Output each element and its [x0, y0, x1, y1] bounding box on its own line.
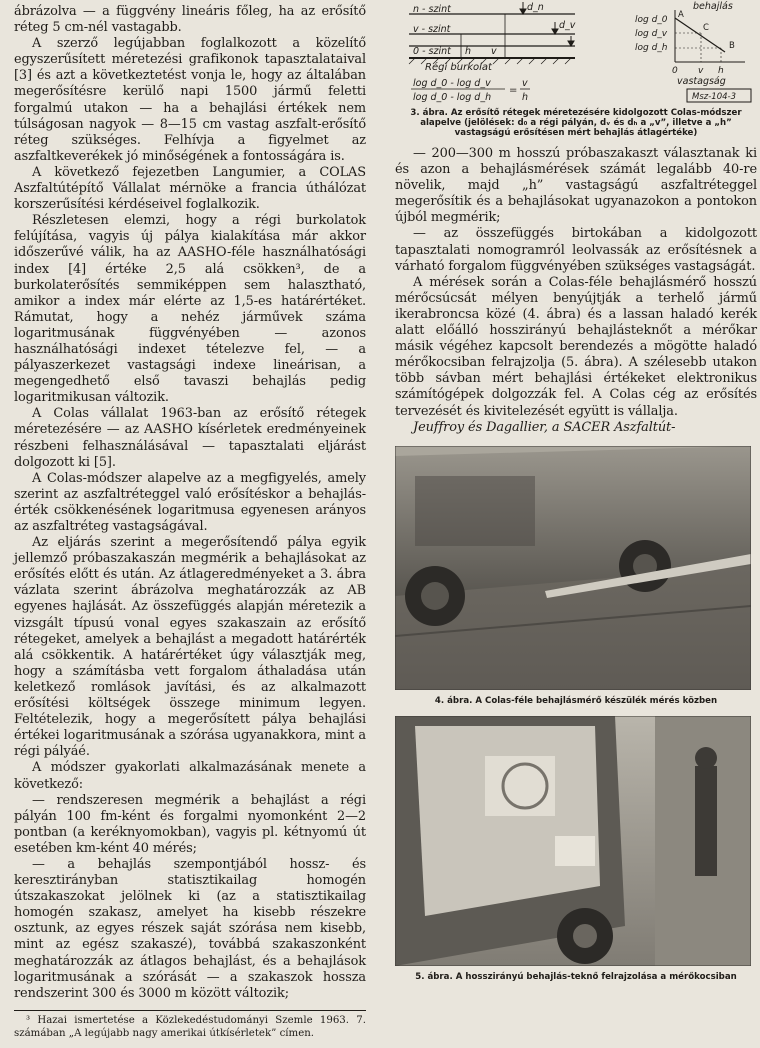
- paragraph: A következő fejezetben Langumier, a COLAS Aszfaltútépítő Vállalat mérnöke a francia úthálózat korszerűsítési kérdéseivel foglalkozik.: [14, 164, 366, 213]
- v-level-label: v - szint: [413, 24, 451, 35]
- paragraph: Jeuffroy és Dagallier, a SACER Aszfaltút-: [413, 419, 676, 435]
- deflection-axis-label: behajlás: [693, 1, 733, 12]
- line-ab: [675, 18, 725, 52]
- old-pavement-label: Régi burkolat: [425, 62, 492, 73]
- paragraph: — az összefüggés birtokában a kidolgozott tapasztalati nomogramról leolvassák az erősítésnek a várható forgalom függvényében szükséges vastagságát.: [395, 226, 757, 274]
- figure-3-diagram: [395, 0, 757, 104]
- log-dv-label: log d_v: [635, 29, 668, 39]
- dn-label: d_n: [527, 2, 544, 13]
- paragraph: A módszer gyakorlati alkalmazásának menete a következő:: [14, 760, 366, 792]
- formula-numerator: log d_0 - log d_v: [413, 78, 491, 89]
- formula-denominator: log d_0 - log d_h: [413, 92, 492, 103]
- paragraph: — rendszeresen megmérik a behajlást a régi pályán 100 fm-ként és forgalmi nyomonként 2—2 pontban (a keréknyomokban), vagyis pl. kétnyomú út esetében km-ként 40 mérés;: [14, 792, 366, 856]
- point-b-label: B: [729, 41, 735, 51]
- formula-rhs-denominator: h: [522, 92, 529, 103]
- point-c-label: C: [703, 23, 709, 33]
- figure-3-caption: 3. ábra. Az erősítő rétegek méretezésére kidolgozott Colas-módszer alapelve (jelölések: d₀ a régi pályán, dᵥ és dₕ a „v”, illetve a „h” vastagságú erősítésen mért behajlás átlagértéke): [410, 108, 742, 138]
- paragraph: A mérések során a Colas-féle behajlásmérő hosszú mérőcsúcsát mélyen benyújtják a terhelő jármű ikerabroncsa közé (4. ábra) és a lassan haladó kerék alatt előálló hosszirányú behajlásteknőt a mérőkar másik végéhez kapcsolt berendezés a mögötte haladó mérőkocsiban felrajzolja (5. ábra). A szélesebb utakon több sávban mért behajlási értékeket elektronikus számítógépek dolgozzák fel. A Colas cég az erősítés tervezését és kivitelezését együtt is vállalja.: [395, 274, 757, 419]
- paragraph: A Colas vállalat 1963-ban az erősítő rétegek méretezésére — az AASHO kísérletek eredményeinek részbeni felhasználásával — tapasztalati eljárást dolgozott ki [5].: [14, 406, 366, 470]
- figure-5-photo: [395, 716, 751, 966]
- formula-rhs-numerator: v: [522, 78, 528, 89]
- paragraph: ábrázolva — a függvény lineáris főleg, ha az erősítő réteg 5 cm-nél vastagabb.: [14, 4, 366, 36]
- figure-4-caption: 4. ábra. A Colas-féle behajlásmérő készülék mérés közben: [434, 695, 718, 706]
- footnote: ³ Hazai ismertetése a Közlekedéstudományi Szemle 1963. 7. számában „A legújabb nagy amerikai útkísérletek” címen.: [14, 1010, 366, 1040]
- o-level-label: 0 - szint: [413, 46, 451, 57]
- h-label: h: [465, 46, 472, 57]
- axis-zero-label: 0: [672, 66, 678, 76]
- axis-h-label: h: [718, 66, 724, 76]
- equals-sign: =: [509, 85, 518, 96]
- paragraph: — 200—300 m hosszú próbaszakaszt választanak ki és azon a behajlásmérések számát legalább 40-re növelik, majd „h” vastagságú aszfaltréteggel megerősítik és a behajlásokat ugyanazokon a pontokon újból megmérik;: [395, 146, 757, 226]
- dv-label: d_v: [559, 20, 576, 31]
- axis-v-label: v: [698, 66, 704, 76]
- figure-code: Msz-104-3: [692, 92, 736, 102]
- paragraph: A Colas-módszer alapelve az a megfigyelés, amely szerint az aszfaltréteggel való erősítéskor a behajlás-érték csökkenésének logaritmusa egyenesen arányos az aszfaltréteg vastagságával.: [14, 470, 366, 534]
- v-label: v: [491, 46, 497, 57]
- log-do-label: log d_0: [635, 15, 668, 25]
- paragraph: Részletesen elemzi, hogy a régi burkolatok felújítása, vagyis új pálya kialakítása már akkor időszerűvé válik, ha az AASHO-féle használhatósági index [4] értéke 2,5 alá csökken³, de a burkolaterősítés semmiképpen sem halasztható, amikor a index már elérte az 1,5-es határértéket. Rámutat, hogy a nehéz járművek száma logaritmusának függvényében — azonos használhatósági indexet tételezve fel, — a pályaszerkezet vastagsági indexe lineárisan, a megengedhető első tavaszi behajlás pedig logaritmikusan változik.: [14, 213, 366, 406]
- thickness-axis-label: vastagság: [677, 76, 726, 87]
- paragraph: Az eljárás szerint a megerősítendő pálya egyik jellemző próbaszakaszán megmérik a behajlásokat az erősítés előtt és után. Az átlageredményeket a 3. ábra vázlata szerint ábrázolva meghatározzák az AB egyenes hajlását. Az összefüggés alapján méretezik a vizsgált típusú vonal egyes szakaszain az erősítő rétegeket, amelyek a behajlást a megadott határérték alá csökkentik. A határértéket úgy választják meg, hogy a számításba vett forgalom áthaladása után keletkező romlások javítási, és az alkalmazott erősítési költségek összege minimum legyen. Feltételezik, hogy a megerősített pálya behajlási értékei logaritmusának a szórása ugyanakkora, mint a régi pályáé.: [14, 535, 366, 760]
- paragraph: A szerző legújabban foglalkozott a közelítő egyszerűsített méretezési grafikonok tapasztalataival [3] és azt a következtetést vonja le, hogy az általában megerősítésre kerülő napi 1500 jármű feletti forgalmú utakon — ha a behajlási értékek nem túlságosan nagyok — 8—15 cm vastag aszfalt-erősítő réteg szükséges. Felhívja a figyelmet az aszfaltkeverékek jó minőségének a fontosságára is.: [14, 36, 366, 164]
- n-level-label: n - szint: [413, 4, 451, 15]
- right-column: [395, 0, 757, 982]
- figure-4-photo: [395, 446, 751, 690]
- log-dh-label: log d_h: [635, 43, 668, 53]
- point-a-label: A: [678, 10, 684, 20]
- figure-5-caption: 5. ábra. A hosszirányú behajlás-teknő felrajzolása a mérőkocsiban: [415, 971, 737, 982]
- paragraph: — a behajlás szempontjából hossz- és keresztirányban statisztikailag homogén útszakaszokat jelölnek ki (az a statisztikailag homogén szakasz, amelyet ha kisebb részekre osztunk, az egyes részek saját szórása nem kisebb, mint az egész szakaszé), továbbá szakaszonként meghatározzák az átlagos behajlást, és a behajlások logaritmusának a szórását — a szakaszok hossza rendszerint 300 és 3000 m között változik;: [14, 856, 366, 1001]
- left-column: [14, 4, 366, 1002]
